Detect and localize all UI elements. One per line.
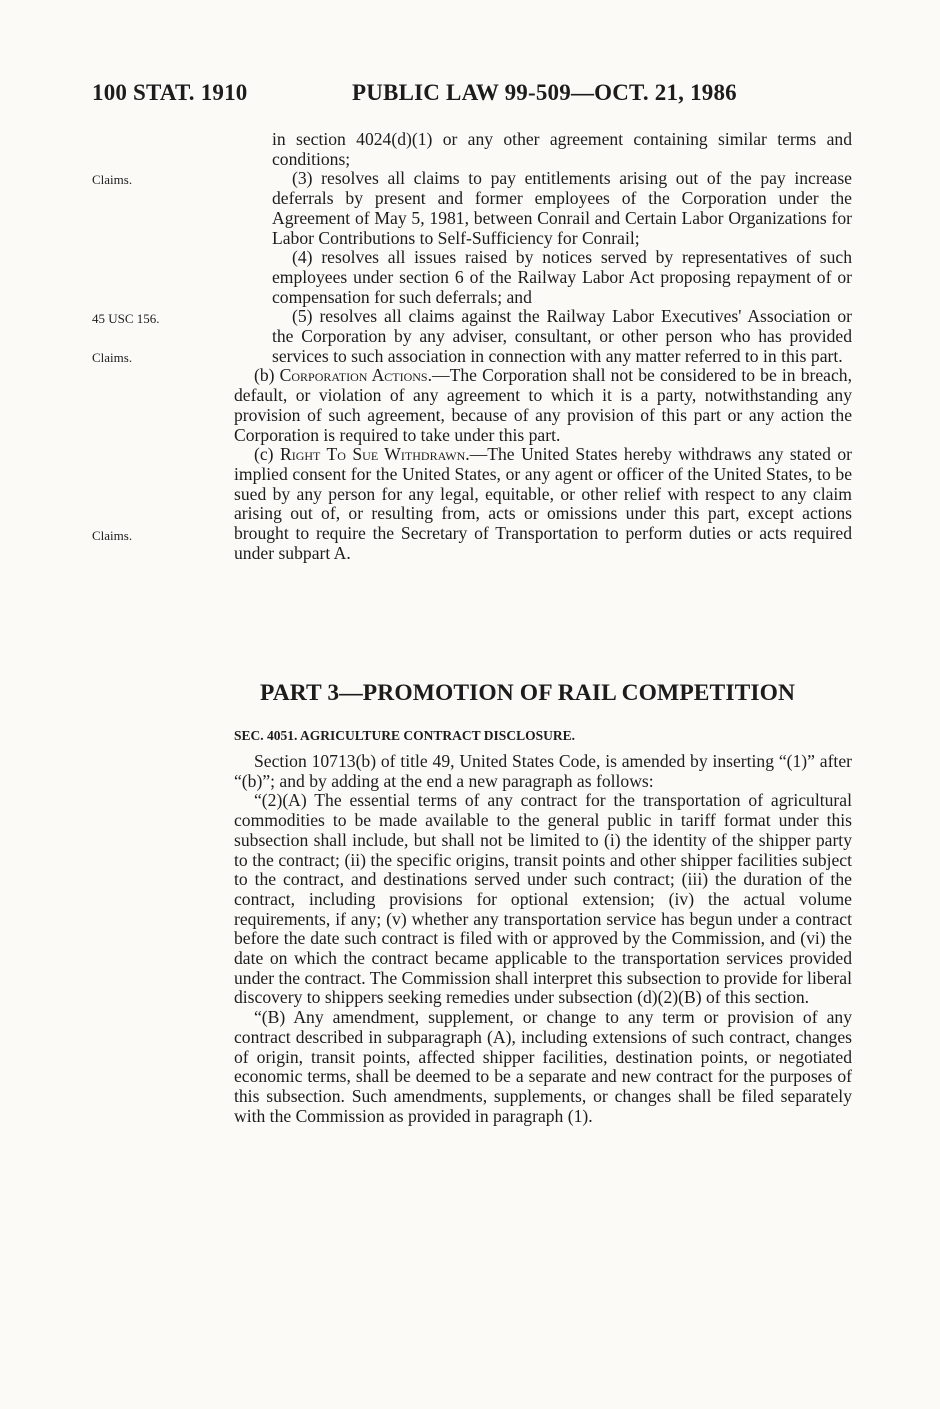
margin-note-claims: Claims. (92, 528, 133, 543)
paragraph-4: (4) resolves all issues raised by notices served by representatives of such employees under section 6 of the Railway Labor Act proposing repayment of or compensation for such deferrals; and (272, 247, 852, 307)
subsection-b-label: (b) (254, 365, 280, 386)
paragraph-amendment: Section 10713(b) of title 49, United States Code, is amended by inserting “(1)” after “(b)”; and by adding at the end a new paragraph as follows: (234, 751, 852, 791)
section-heading: SEC. 4051. AGRICULTURE CONTRACT DISCLOSURE. (234, 728, 575, 743)
part-heading: PART 3—PROMOTION OF RAIL COMPETITION (260, 680, 796, 706)
subsection-c (234, 445, 852, 563)
subsection-b (234, 366, 852, 445)
margin-note-usc: 45 USC 156. (92, 311, 160, 326)
paragraph-5: (5) resolves all claims against the Railway Labor Executives' Association or the Corporation by any adviser, consultant, or other person who has provided services to such association in connection with any matter referred to in this part. (272, 306, 852, 366)
subsection-b-text: —The Corporation shall not be considered to be in breach, default, or violation of any agreement to which it is a party, notwithstanding any provision of such agreement, because of any provision of this part or any action the Corporation is required to take under this part. (234, 365, 852, 445)
subsection-c-text: —The United States hereby withdraws any stated or implied consent for the United States, or any agent or officer of the United States, to be sued by any person for any legal, equitable, or other relief with respect to any claim arising out of, or resulting from, acts or omissions under this part, except actions brought to require the Secretary of Transportation to perform duties or acts required under subpart A. (234, 444, 852, 563)
paragraph-2a: “(2)(A) The essential terms of any contract for the transportation of agricultural commodities to be made available to the general public in tariff format under this subsection shall include, but shall not be limited to (i) the identity of the shipper party to the contract; (ii) the specific origins, transit points and other shipper facilities subject to the contract, and destinations served under such contract; (iii) the duration of the contract, including provisions for optional extension; (iv) the actual volume requirements, if any; (v) whether any transportation service has begun under a contract before the date such contract is filed with or approved by the Commission, and (vi) the date on which the contract became applicable to the transportation services provided under the contract. The Commission shall interpret this subsection to provide for liberal discovery to shippers seeking remedies under subsection (d)(2)(B) of this section. (234, 790, 852, 1008)
section-text-bottom (234, 752, 852, 1126)
margin-note-claims: Claims. (92, 350, 133, 365)
paragraph-3: (3) resolves all claims to pay entitlements arising out of the pay increase deferrals by present and former employees of the Corporation under the Agreement of May 5, 1981, between Conrail and Certain Labor Organizations for Labor Contributions to Self-Sufficiency for Conrail; (272, 168, 852, 248)
subsection-b-caption: Corporation Actions. (279, 365, 433, 386)
paragraph-continuation: in section 4024(d)(1) or any other agreement containing similar terms and conditions; (272, 129, 852, 169)
section-text-top (234, 130, 852, 563)
subsection-c-caption: Right To Sue Withdrawn. (279, 444, 470, 465)
page-reference: 100 STAT. 1910 (92, 80, 248, 105)
law-title: PUBLIC LAW 99-509—OCT. 21, 1986 (352, 80, 737, 105)
paragraph-2b: “(B) Any amendment, supplement, or change to any term or provision of any contract described in subparagraph (A), including extensions of such contract, changes of origin, transit points, affected shipper facilities, destination points, or negotiated economic terms, shall be deemed to be a separate and new contract for the purposes of this subsection. Such amendments, supplements, or changes shall be filed separately with the Commission as provided in paragraph (1). (234, 1007, 852, 1126)
margin-note-claims: Claims. (92, 172, 133, 187)
subsection-c-label: (c) (254, 444, 280, 465)
